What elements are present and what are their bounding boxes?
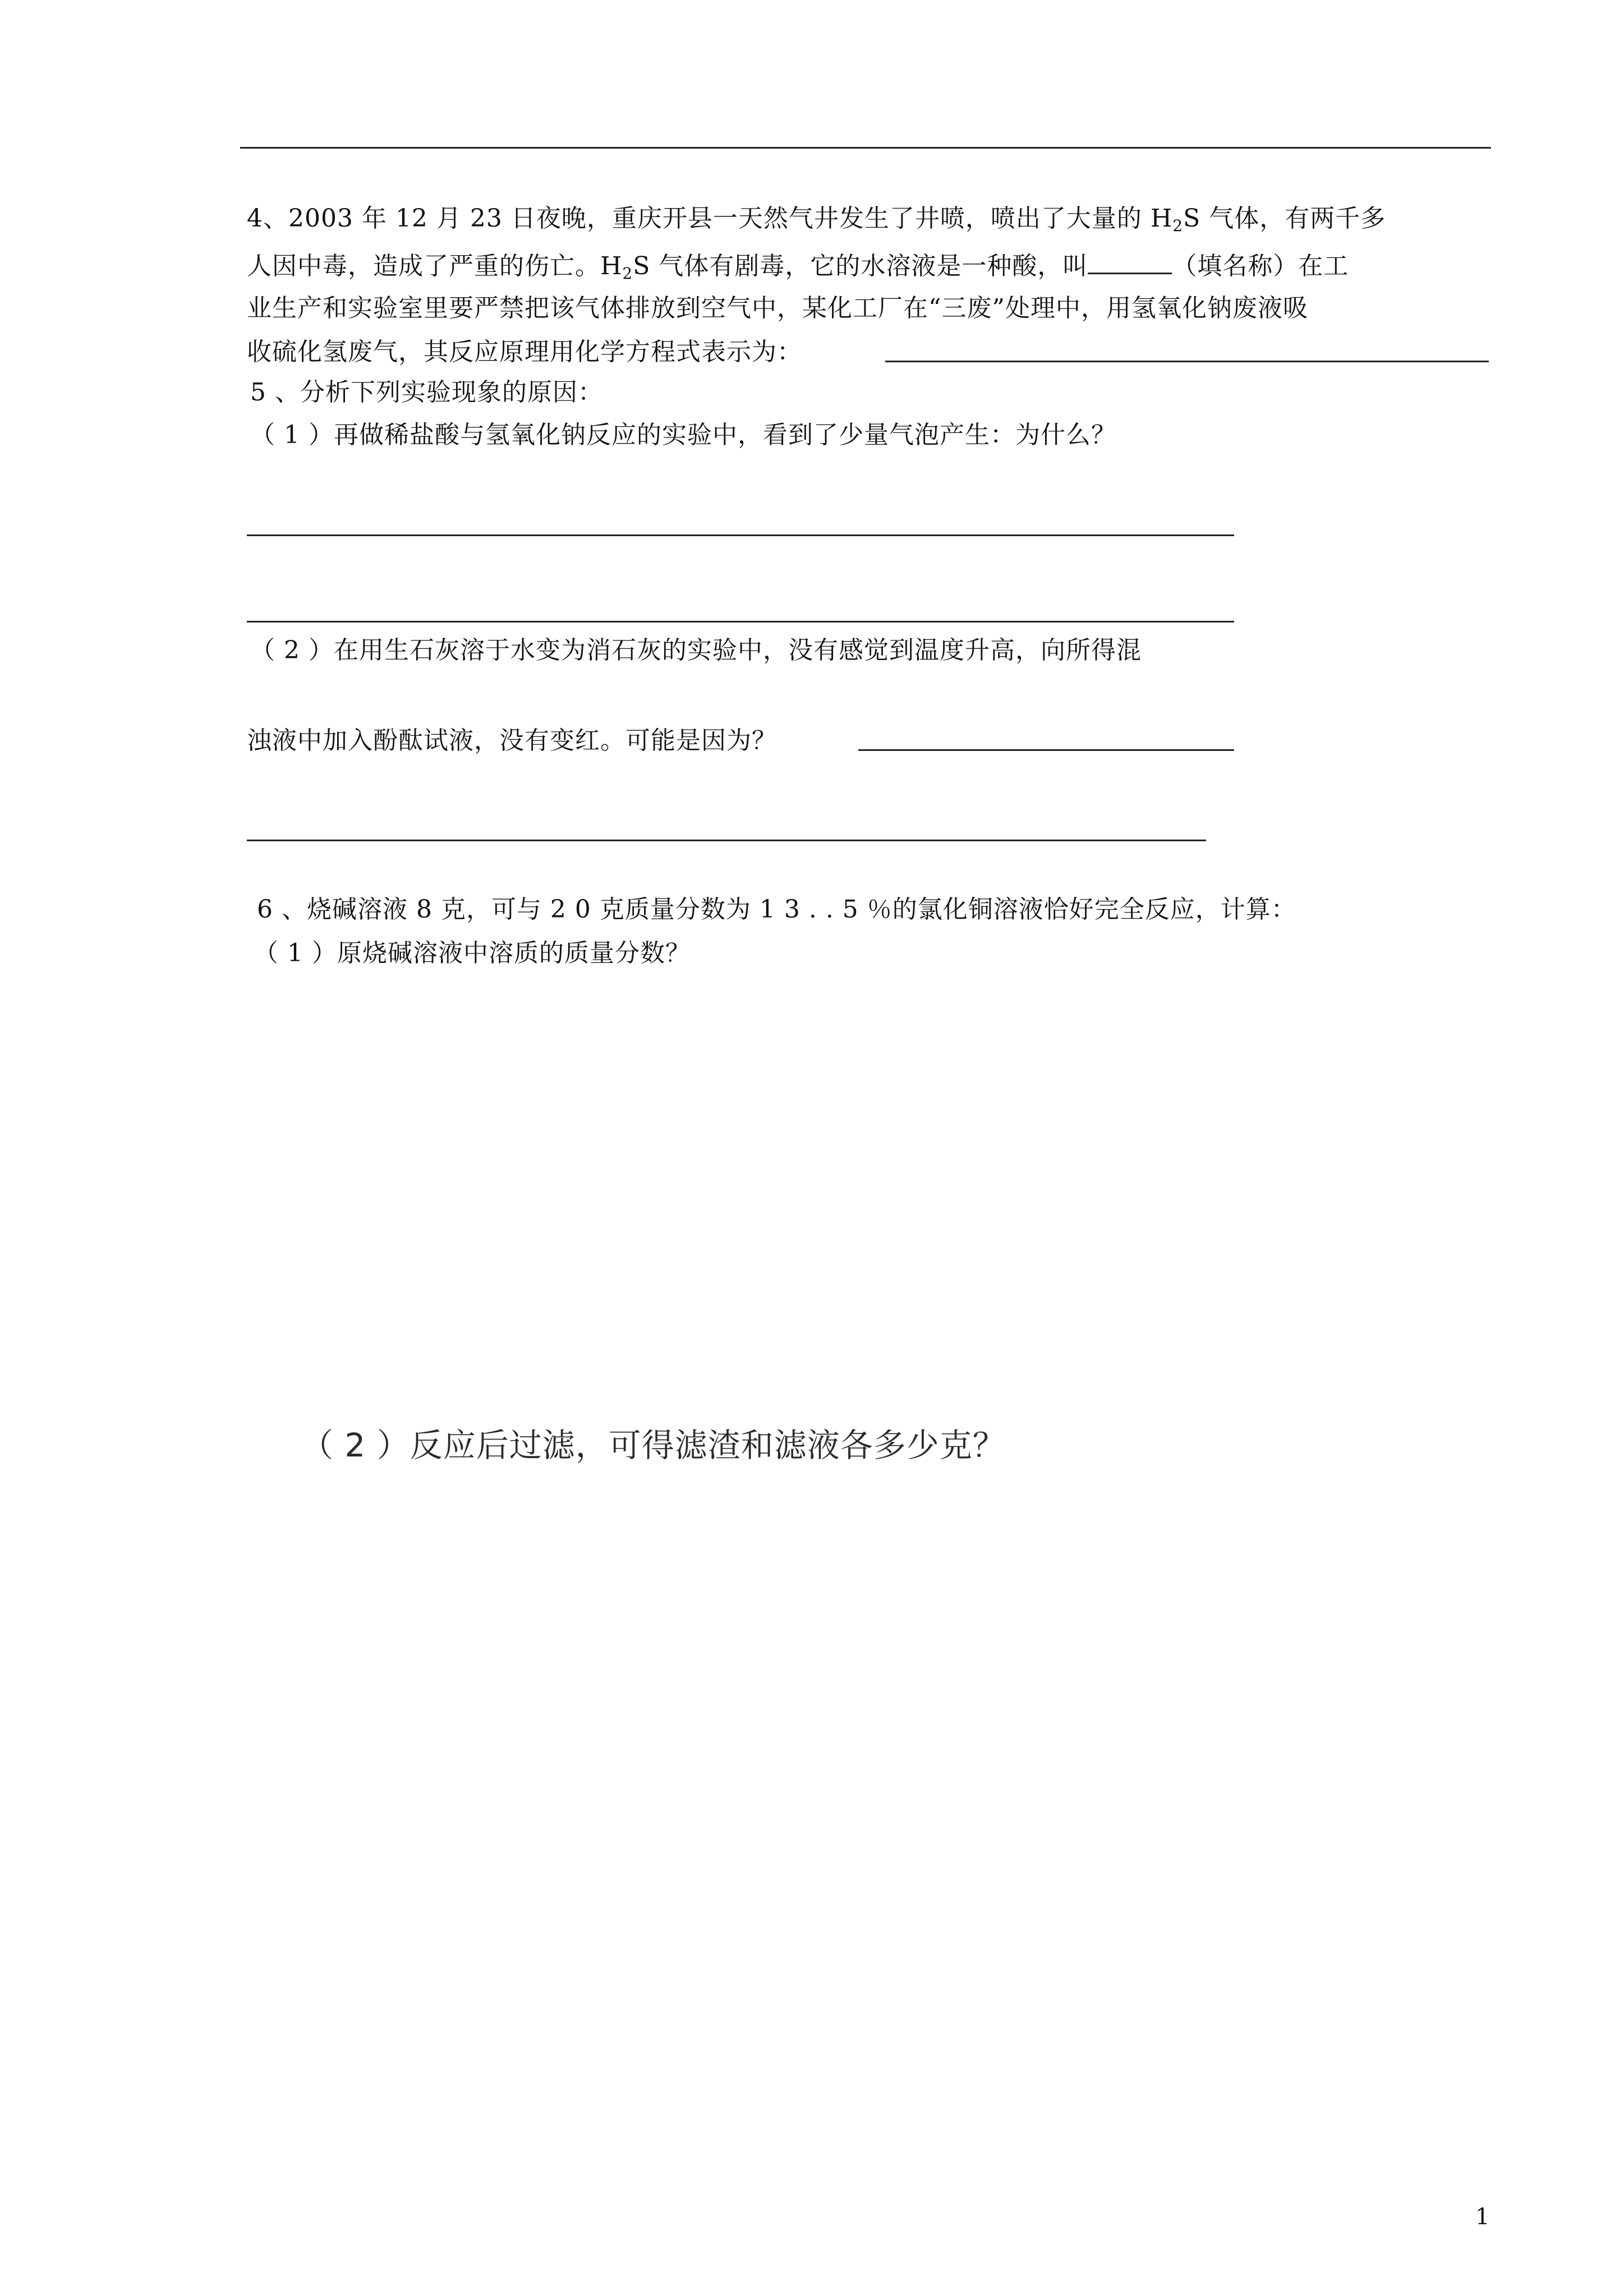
h2s-subscript: 2 — [1172, 216, 1184, 235]
q5-part-1-answer-line-2[interactable] — [247, 621, 1234, 623]
q4-line-2-text: 人因中毒，造成了严重的伤亡。H — [247, 252, 623, 280]
q4-line-1-text: 4、2003 年 12 月 23 日夜晚，重庆开县一天然气井发生了井喷，喷出了大量的 H — [247, 204, 1173, 233]
q4-line-3: 业生产和实验室里要严禁把该气体排放到空气中，某化工厂在“三废”处理中，用氢氧化钠废液吸 — [247, 294, 1308, 322]
q4-line-1-text-end: S 气体，有两千多 — [1183, 204, 1386, 233]
equation-answer-blank[interactable] — [885, 361, 1489, 362]
q5-part-2-answer-line-1[interactable] — [858, 749, 1234, 751]
q5-part-2-answer-line-2[interactable] — [247, 840, 1206, 841]
acid-name-blank[interactable] — [1088, 247, 1172, 274]
q5-part-2-line-2: 浊液中加入酚酞试液，没有变红。可能是因为？ — [247, 726, 777, 755]
page-number: 1 — [1475, 2204, 1490, 2230]
q4-line-1 — [247, 201, 1386, 237]
q5-part-1: （ 1 ）再做稀盐酸与氢氧化钠反应的实验中，看到了少量气泡产生：为什么？ — [250, 421, 1116, 449]
q6-part-1: （ 1 ）原烧碱溶液中溶质的质量分数？ — [254, 939, 691, 967]
q4-line-2 — [247, 247, 1349, 284]
q6-title: 6 、烧碱溶液 8 克，可与 2 0 克质量分数为 1 3 . . 5 ％的氯化铜溶液恰好完全反应，计算： — [257, 895, 1296, 924]
q5-part-2-line-1: （ 2 ）在用生石灰溶于水变为消石灰的实验中，没有感觉到温度升高，向所得混 — [250, 636, 1142, 665]
q4-line-4: 收硫化氢废气，其反应原理用化学方程式表示为： — [247, 338, 802, 366]
q5-part-1-answer-line-1[interactable] — [247, 534, 1234, 536]
q4-line-2-text-end: （填名称）在工 — [1172, 252, 1349, 280]
header-rule — [240, 147, 1491, 149]
h2s-subscript-2: 2 — [622, 264, 633, 283]
q5-title: 5 、分析下列实验现象的原因： — [250, 378, 603, 407]
q4-line-2-text-mid: S 气体有剧毒，它的水溶液是一种酸，叫 — [633, 252, 1088, 280]
q6-part-2: （ 2 ）反应后过滤，可得滤渣和滤液各多少克？ — [301, 1426, 1006, 1464]
